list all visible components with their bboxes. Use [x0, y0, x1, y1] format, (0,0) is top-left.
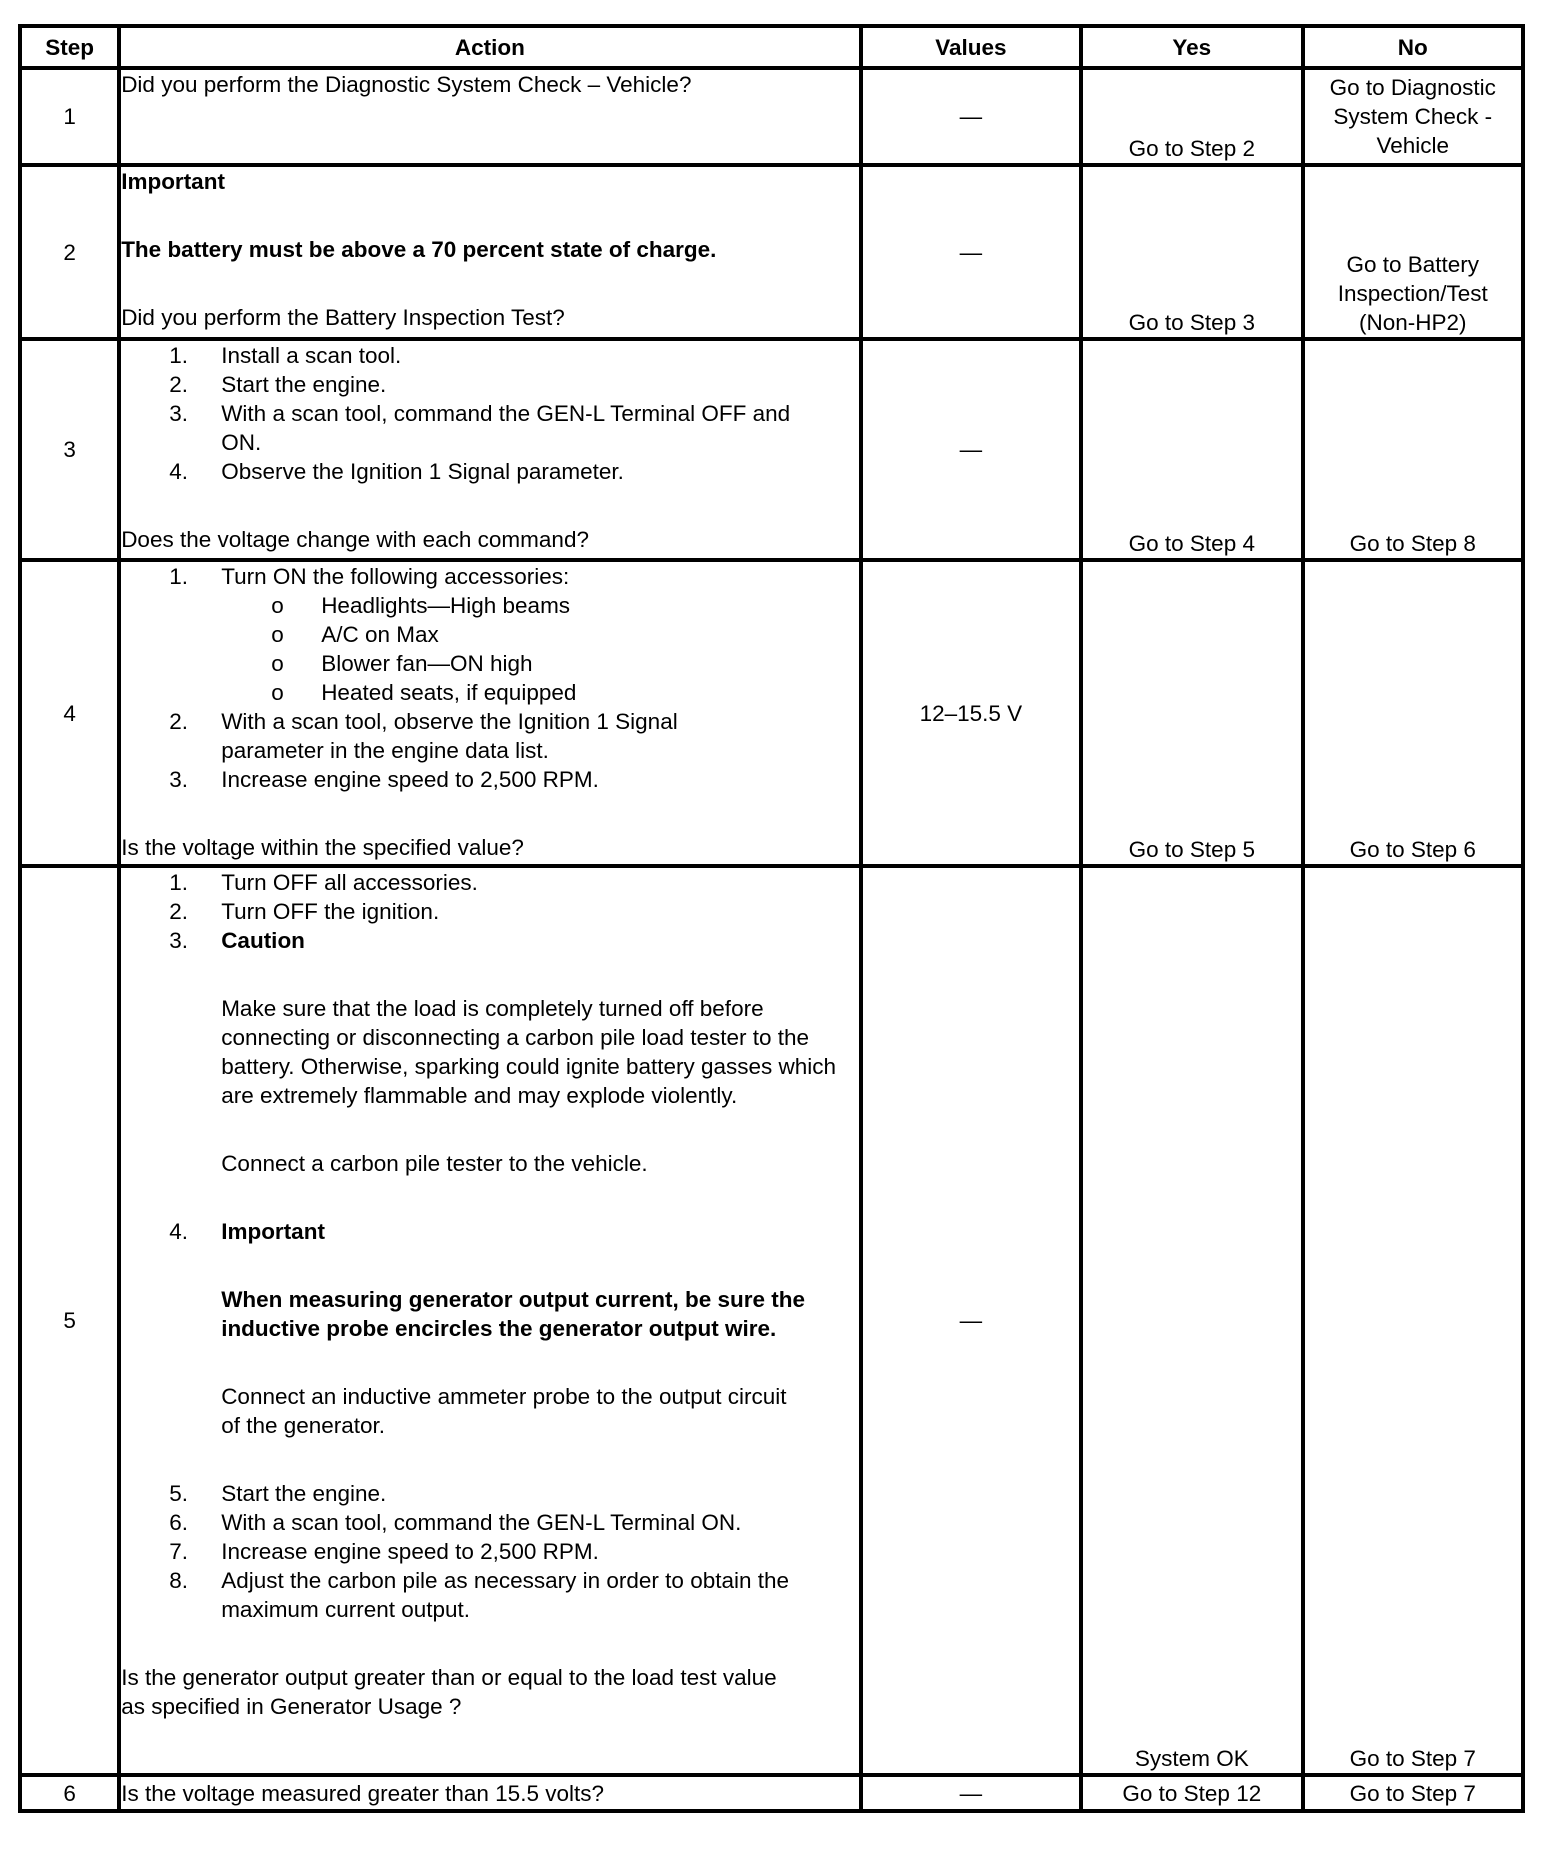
- value-cell: —: [861, 866, 1081, 1775]
- table-row-step-2: [20, 165, 1523, 339]
- step-number: 6: [20, 1775, 119, 1811]
- list-item: [121, 707, 858, 765]
- no-link-step-7[interactable]: Go to Step 7: [1303, 1775, 1523, 1811]
- caution-label: Caution: [221, 928, 305, 953]
- action-cell: [119, 1775, 860, 1811]
- header-row: [20, 26, 1523, 68]
- yes-link-step-12[interactable]: Go to Step 12: [1081, 1775, 1302, 1811]
- header-action: Action: [119, 26, 860, 68]
- value-cell: —: [861, 68, 1081, 165]
- no-link-step-6[interactable]: Go to Step 6: [1303, 560, 1523, 866]
- list-item: [121, 457, 858, 486]
- yes-link-step-3[interactable]: Go to Step 3: [1081, 165, 1302, 339]
- list-item-number: 2.: [169, 899, 188, 924]
- list-item-number: 1.: [169, 564, 188, 589]
- table-row-step-6: [20, 1775, 1523, 1811]
- sub-list-item-text: A/C on Max: [321, 622, 439, 647]
- header-yes: Yes: [1081, 26, 1302, 68]
- list-item-number: 3.: [169, 401, 188, 426]
- sub-list-item: [121, 591, 858, 620]
- list-item-text: Turn OFF all accessories.: [221, 870, 478, 895]
- step-number: 3: [20, 339, 119, 560]
- list-item-number: 4.: [169, 459, 188, 484]
- important-text: When measuring generator output current, be sure the inductive probe encircles the generator output wire.: [221, 1287, 806, 1341]
- list-item: [121, 399, 858, 457]
- value-cell: —: [861, 165, 1081, 339]
- list-item-number: 1.: [169, 343, 188, 368]
- action-question: Did you perform the Diagnostic System Check – Vehicle?: [121, 72, 692, 97]
- list-item-number: 8.: [169, 1568, 188, 1593]
- header-values: Values: [861, 26, 1081, 68]
- table-row-step-1: [20, 68, 1523, 165]
- action-question: Is the voltage measured greater than 15.5 volts?: [121, 1780, 604, 1806]
- list-item: [121, 341, 858, 370]
- list-item-text: Observe the Ignition 1 Signal parameter.: [221, 459, 624, 484]
- list-item: [121, 868, 858, 897]
- action-cell: [119, 866, 860, 1775]
- list-item-number: 5.: [169, 1481, 188, 1506]
- caution-text: Make sure that the load is completely turned off before connecting or disconnecting a carbon pile load tester to the battery. Otherwise, sparking could ignite battery gasses which are extremely flammable and may explode violently.: [221, 996, 837, 1108]
- list-item-number: 4.: [169, 1219, 188, 1244]
- list-item-text: Start the engine.: [221, 1481, 387, 1506]
- action-cell: [119, 560, 860, 866]
- step-number: 1: [20, 68, 119, 165]
- procedure-list: [121, 562, 858, 794]
- header-step: Step: [20, 26, 119, 68]
- list-item-text: Adjust the carbon pile as necessary in order to obtain the maximum current output.: [221, 1568, 790, 1622]
- list-item: [121, 1217, 858, 1440]
- bullet-icon: o: [271, 622, 284, 647]
- important-label: Important: [121, 169, 225, 194]
- list-item-text: Turn OFF the ignition.: [221, 899, 440, 924]
- table-row-step-3: [20, 339, 1523, 560]
- list-item-text: Install a scan tool.: [221, 343, 402, 368]
- action-question: Is the voltage within the specified value?: [121, 835, 524, 860]
- no-link-battery-inspection[interactable]: [1303, 165, 1523, 339]
- accessory-list: [221, 591, 858, 707]
- bullet-icon: o: [271, 651, 284, 676]
- action-cell: [119, 339, 860, 560]
- no-text-line: Go to Diagnostic: [1329, 75, 1496, 100]
- sub-list-item-text: Heated seats, if equipped: [321, 680, 577, 705]
- procedure-list: [121, 341, 858, 486]
- list-item-number: 3.: [169, 767, 188, 792]
- no-text-line: Inspection/Test: [1337, 281, 1488, 306]
- important-label: Important: [221, 1219, 325, 1244]
- sub-list-item: [121, 678, 858, 707]
- list-item-text: Connect an inductive ammeter probe to the output circuit of the generator.: [221, 1384, 787, 1438]
- no-text-line: System Check -: [1333, 104, 1493, 129]
- yes-link-step-2[interactable]: Go to Step 2: [1081, 68, 1302, 165]
- list-item-number: 2.: [169, 372, 188, 397]
- list-item-text: Increase engine speed to 2,500 RPM.: [221, 1539, 599, 1564]
- bullet-icon: o: [271, 593, 284, 618]
- important-text: The battery must be above a 70 percent state of charge.: [121, 237, 717, 262]
- diagnostic-table: [18, 24, 1525, 1813]
- list-item: [121, 562, 858, 707]
- list-item: [121, 926, 858, 1178]
- step-number: 2: [20, 165, 119, 339]
- list-item-text: Start the engine.: [221, 372, 387, 397]
- list-item-number: 1.: [169, 870, 188, 895]
- bullet-icon: o: [271, 680, 284, 705]
- no-text-line: Vehicle: [1376, 133, 1450, 158]
- value-cell: 12–15.5 V: [861, 560, 1081, 866]
- value-cell: —: [861, 1775, 1081, 1811]
- list-item: [121, 765, 858, 794]
- list-item-text: With a scan tool, command the GEN-L Terminal ON.: [221, 1510, 742, 1535]
- action-question: Did you perform the Battery Inspection Test?: [121, 305, 565, 330]
- step-number: 5: [20, 866, 119, 1775]
- no-link-step-7[interactable]: Go to Step 7: [1303, 866, 1523, 1775]
- list-item-text: Connect a carbon pile tester to the vehicle.: [221, 1151, 648, 1176]
- list-item-text: Turn ON the following accessories:: [221, 564, 570, 589]
- list-item-number: 3.: [169, 928, 188, 953]
- list-item: [121, 1537, 858, 1566]
- list-item: [121, 1566, 858, 1624]
- procedure-list: [121, 868, 858, 1624]
- sub-list-item-text: Headlights—High beams: [321, 593, 571, 618]
- table-row-step-4: [20, 560, 1523, 866]
- no-text-line: (Non-HP2): [1359, 310, 1467, 335]
- yes-link-step-5[interactable]: Go to Step 5: [1081, 560, 1302, 866]
- value-cell: —: [861, 339, 1081, 560]
- list-item: [121, 1508, 858, 1537]
- list-item-text: With a scan tool, observe the Ignition 1 Signal parameter in the engine data list.: [221, 709, 678, 763]
- sub-list-item: [121, 620, 858, 649]
- list-item: [121, 1479, 858, 1508]
- no-link-diagnostic-system-check[interactable]: [1303, 68, 1523, 165]
- list-item: [121, 897, 858, 926]
- no-text-line: Go to Battery: [1346, 252, 1480, 277]
- step-number: 4: [20, 560, 119, 866]
- action-question: Does the voltage change with each command?: [121, 527, 589, 552]
- action-cell: [119, 165, 860, 339]
- list-item-text: Increase engine speed to 2,500 RPM.: [221, 767, 599, 792]
- list-item-number: 6.: [169, 1510, 188, 1535]
- no-link-step-8[interactable]: Go to Step 8: [1303, 339, 1523, 560]
- sub-list-item: [121, 649, 858, 678]
- action-question: Is the generator output greater than or equal to the load test value as specified in Generator Usage ?: [121, 1665, 777, 1719]
- action-cell: [119, 68, 860, 165]
- list-item: [121, 370, 858, 399]
- list-item-number: 2.: [169, 709, 188, 734]
- sub-list-item-text: Blower fan—ON high: [321, 651, 533, 676]
- yes-system-ok[interactable]: System OK: [1081, 866, 1302, 1775]
- table-row-step-5: [20, 866, 1523, 1775]
- header-no: No: [1303, 26, 1523, 68]
- list-item-number: 7.: [169, 1539, 188, 1564]
- yes-link-step-4[interactable]: Go to Step 4: [1081, 339, 1302, 560]
- list-item-text: With a scan tool, command the GEN-L Terminal OFF and ON.: [221, 401, 791, 455]
